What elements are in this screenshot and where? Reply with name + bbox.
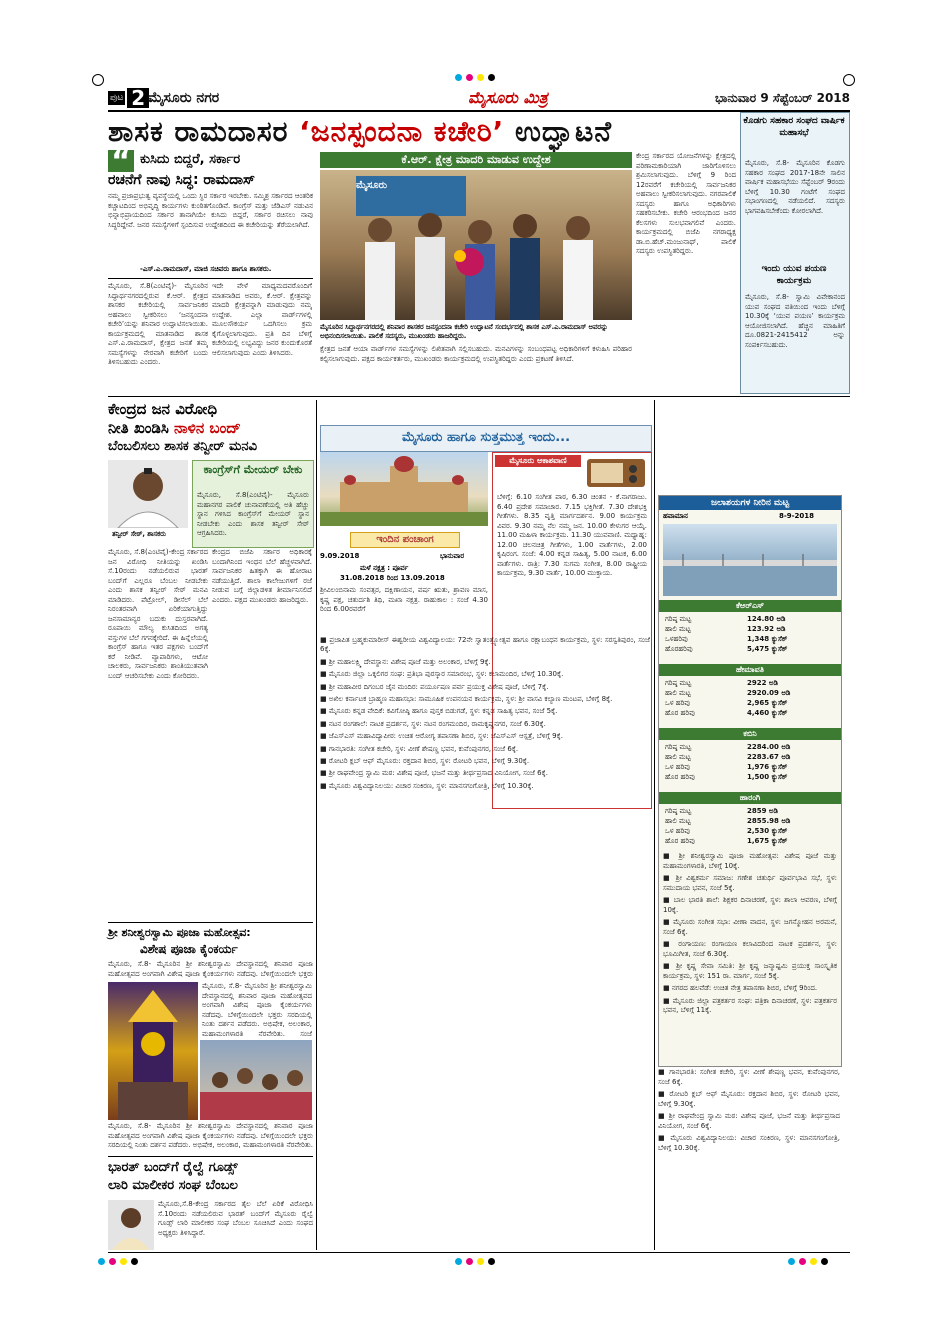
- dam-row: [665, 678, 835, 688]
- subhead-line2: ರಚನೆಗೆ ನಾವು ಸಿದ್ಧ: ರಾಮದಾಸ್: [108, 172, 256, 188]
- dam-row-value: 1,675 ಕ್ಯುಸೆಕ್: [747, 837, 788, 845]
- dam-row-label: ಹಾಲಿ ಮಟ್ಟ: [665, 817, 691, 825]
- reservoir-events: [663, 852, 837, 1062]
- bandh-headline-1: ಕೇಂದ್ರದ ಜನ ವಿರೋಧಿ: [108, 400, 218, 418]
- dam-row-value: 2855.98 ಅಡಿ: [747, 817, 791, 825]
- temple-crowd-photo: [200, 1040, 312, 1120]
- temple-headline-2: ವಿಶೇಷ ಪೂಜಾ ಕೈಂಕರ್ಯ: [140, 942, 238, 956]
- list-item: ■ ಗಾನಭಾರತಿ: ಸಂಗೀತ ಕಚೇರಿ, ಸ್ಥಳ: ವೀಣೆ ಶೇಷಣ್ಣ ಭವನ, ಕುವೆಂಪುನಗರ, ಸಂಜೆ 6ಕ್ಕೆ.: [658, 1068, 840, 1086]
- list-item: ■ ಶ್ರೀ ಶನೀಶ್ವರಸ್ವಾಮಿ ಪೂಜಾ ಮಹೋತ್ಸವ: ವಿಶೇಷ ಪೂಜೆ ಮತ್ತು ಮಹಾಮಂಗಳಾರತಿ, ಬೆಳಿಗ್ಗೆ 10ಕ್ಕೆ.: [663, 852, 837, 870]
- radio-title: ಮೈಸೂರು ಆಕಾಶವಾಣಿ: [495, 455, 581, 467]
- issue-date: ಭಾನುವಾರ 9 ಸೆಪ್ಟೆಂಬರ್ 2018: [714, 91, 850, 105]
- dam-row-value: 2920.09 ಅಡಿ: [747, 689, 791, 697]
- dam-row-value: 124.80 ಅಡಿ: [747, 615, 786, 623]
- dam-row: [665, 614, 835, 624]
- list-item: ■ ಶ್ರೀ ಕೃಷ್ಣ ಸೇವಾ ಸಮಿತಿ: ಶ್ರೀ ಕೃಷ್ಣ ಜನ್ಮಾಷ್ಟಮಿ ಪ್ರಯುಕ್ತ ಸಾಂಸ್ಕೃತಿಕ ಕಾರ್ಯಕ್ರಮ, ಸ್ಥಳ: 151 ರಾ. ಮಾರ್ಗ, ಸಂಜೆ 5ಕ್ಕೆ.: [663, 962, 837, 980]
- dam-row-value: 1,976 ಕ್ಯುಸೆಕ್: [747, 763, 788, 771]
- dam-row-label: ಒಳ ಹರಿವು: [665, 763, 690, 771]
- list-item: ■ ಶ್ರೀ ಮಹಾವೀರ ದಿಗಂಬರ ಜೈನ ಮಂದಿರ: ಪರ್ಯೂಷಣ ಪರ್ವ ಪ್ರಯುಕ್ತ ವಿಶೇಷ ಪೂಜೆ, ಬೆಳಿಗ್ಗೆ 7ಕ್ಕೆ.: [320, 682, 549, 691]
- dam-row-value: 2,965 ಕ್ಯುಸೆಕ್: [747, 699, 788, 707]
- dam-name: ಹಾರಂಗಿ: [659, 792, 841, 804]
- person-portrait-icon: [108, 1200, 154, 1250]
- dam-row-label: ಹೊರ ಹರಿವು: [665, 709, 695, 717]
- dam-row-value: 5,475 ಕ್ಯುಸೆಕ್: [747, 645, 788, 653]
- list-item: ■ ಗಾನಭಾರತಿ: ಸಂಗೀತ ಕಚೇರಿ, ಸ್ಥಳ: ವೀಣೆ ಶೇಷಣ್ಣ ಭವನ, ಕುವೆಂಪುನಗರ, ಸಂಜೆ 6ಕ್ಕೆ.: [320, 744, 519, 753]
- list-item: ■ ಮೈಸೂರು ಸಂಗೀತ ಸಭಾ: ವೀಣಾ ವಾದನ, ಸ್ಥಳ: ಜಗನ್ಮೋಹನ ಅರಮನೆ, ಸಂಜೆ 6ಕ್ಕೆ.: [663, 918, 837, 936]
- bandh-body: ಮೈಸೂರು, ಸೆ.8(ಎಂಟಿವೈ)-ಕೇಂದ್ರ ಸರ್ಕಾರದ ಜನ ವಿರೋಧಿ ನೀತಿಯನ್ನು ಖಂಡಿಸಿ ಸೆ.10ರಂದು ನಡೆಯಲಿರುವ ಭಾರತ್ ಬಂದ್‌ಗೆ ಎಲ್ಲರೂ ಬೆಂಬಲ ನೀಡಬೇಕು ಎಂದು ಶಾಸಕ ತನ್ವೀರ್ ಸೇಠ್ ಮನವಿ ಮಾಡಿದರು. ಪೆಟ್ರೋಲ್, ಡೀಸೆಲ್ ಬೆಲೆ ನಿರಂತರವಾಗಿ ಏರಿಕೆಯಾಗುತ್ತಿದ್ದು ಜನಸಾಮಾನ್ಯರ ಬದುಕು ದುಸ್ತರವಾಗಿದೆ. ರೂಪಾಯಿ ಮೌಲ್ಯ ಕುಸಿತದಿಂದ ಅಗತ್ಯ ವಸ್ತುಗಳ ಬೆಲೆ ಗಗನಕ್ಕೇರಿದೆ. ಈ ಹಿನ್ನೆಲೆಯಲ್ಲಿ ಕಾಂಗ್ರೆಸ್ ಹಾಗೂ ಇತರ ಪಕ್ಷಗಳು ಬಂದ್‌ಗೆ ಕರೆ ನೀಡಿವೆ. ವ್ಯಾಪಾರಿಗಳು, ಆಟೋ ಚಾಲಕರು, ಸಾರ್ವಜನಿಕರು ಶಾಂತಿಯುತವಾಗಿ ಬಂದ್ ಆಚರಿಸಬೇಕು ಎಂದು ಕೋರಿದರು.: [108, 548, 208, 680]
- list-item: ■ ರೋಟರಿ ಕ್ಲಬ್ ಆಫ್ ಮೈಸೂರು: ರಕ್ತದಾನ ಶಿಬಿರ, ಸ್ಥಳ: ರೋಟರಿ ಭವನ, ಬೆಳಿಗ್ಗೆ 9.30ಕ್ಕೆ.: [658, 1090, 840, 1108]
- dam-row-value: 2284.00 ಅಡಿ: [747, 743, 791, 751]
- list-item: ■ ಶ್ರೀ ವಿಶ್ವಕರ್ಮ ಸಮಾಜ: ಗಣೇಶ ಚತುರ್ಥಿ ಪೂರ್ವಭಾವಿ ಸಭೆ, ಸ್ಥಳ: ಸಮುದಾಯ ಭವನ, ಸಂಜೆ 5ಕ್ಕೆ.: [663, 874, 837, 892]
- palace-icon: [320, 452, 488, 526]
- today-band: [320, 425, 652, 452]
- quote-rule: [108, 278, 313, 279]
- bandh-body-2: ಕೇಂದ್ರದ ಬಿಜೆಪಿ ಸರ್ಕಾರ ಅಧಿಕಾರಕ್ಕೆ ಬಂದಾಗಿನಿಂದ ಇಂಧನ ಬೆಲೆ ಹೆಚ್ಚಳವಾಗಿದೆ. ಸಾರ್ವಜನಿಕರ ಹಿತಕ್ಕಾಗಿ ಈ ಹೋರಾಟ ನಡೆಯುತ್ತಿದೆ. ಶಾಲಾ ಕಾಲೇಜುಗಳಿಗೆ ರಜೆ ನೀಡುವ ಬಗ್ಗೆ ಜಿಲ್ಲಾಡಳಿತ ತೀರ್ಮಾನಿಸಲಿದೆ ಎಂದರು. ಪಕ್ಷದ ಮುಖಂಡರು ಹಾಜರಿದ್ದರು.: [212, 548, 312, 604]
- dam-row: [665, 836, 835, 846]
- bandh-headline-2a: ನೀತಿ ಖಂಡಿಸಿ: [108, 419, 175, 437]
- photo-band: ಕೆ.ಆರ್. ಕ್ಷೇತ್ರ ಮಾದರಿ ಮಾಡುವ ಉದ್ದೇಶ: [320, 152, 632, 168]
- temple-body-side: ಮೈಸೂರು, ಸೆ.8- ಮೈಸೂರಿನ ಶ್ರೀ ಶನೀಶ್ವರಸ್ವಾಮಿ ದೇವಸ್ಥಾನದಲ್ಲಿ ಶನಿವಾರ ಪೂಜಾ ಮಹೋತ್ಸವದ ಅಂಗವಾಗಿ ವಿಶೇಷ ಪೂಜಾ ಕೈಂಕರ್ಯಗಳು ನಡೆದವು. ಬೆಳಿಗ್ಗೆಯಿಂದಲೇ ಭಕ್ತರು ಸರದಿಯಲ್ಲಿ ನಿಂತು ದರ್ಶನ ಪಡೆದರು. ಅಭಿಷೇಕ, ಅಲಂಕಾರ, ಮಹಾಮಂಗಳಾರತಿ ನೆರವೇರಿತು. ಸಂಜೆ: [202, 982, 312, 1038]
- dam-row-value: 1,348 ಕ್ಯುಸೆಕ್: [747, 635, 788, 643]
- reservoir-date: 8-9-2018: [779, 512, 815, 520]
- color-dots-right: [788, 1258, 828, 1265]
- masthead: ಮೈಸೂರು ಮಿತ್ರ: [468, 88, 548, 107]
- dam-row: [665, 634, 835, 644]
- list-item: ■ ಅಖಿಲ ಕರ್ನಾಟಕ ಬ್ರಾಹ್ಮಣ ಮಹಾಸಭಾ: ಸಾಮೂಹಿಕ ಉಪನಯನ ಕಾರ್ಯಕ್ರಮ, ಸ್ಥಳ: ಶ್ರೀ ವಾಸವಿ ಕಲ್ಯಾಣ ಮಂಟಪ, ಬೆಳಿಗ್ಗೆ 8ಕ್ಕೆ.: [320, 695, 613, 704]
- bandh-headline-3: ಬೆಂಬಲಿಸಲು ಶಾಸಕ ತನ್ವೀರ್ ಮನವಿ: [108, 439, 257, 454]
- dam-row-value: 2922 ಅಡಿ: [747, 679, 778, 687]
- tanveer-caption: ತನ್ವೀರ್ ಸೇಠ್, ಶಾಸಕರು: [112, 530, 166, 538]
- list-item: ■ ಮೈಸೂರು ವಿಶ್ವವಿದ್ಯಾನಿಲಯ: ವಿಚಾರ ಸಂಕಿರಣ, ಸ್ಥಳ: ಮಾನಸಗಂಗೋತ್ರಿ, ಬೆಳಿಗ್ಗೆ 10.30ಕ್ಕೆ.: [658, 1134, 840, 1152]
- page-number: 2: [127, 88, 149, 108]
- list-item: ■ ಶ್ರೀ ರಾಘವೇಂದ್ರ ಸ್ವಾಮಿ ಮಠ: ವಿಶೇಷ ಪೂಜೆ, ಭಜನೆ ಮತ್ತು ತೀರ್ಥಪ್ರಸಾದ ವಿನಿಯೋಗ, ಸಂಜೆ 6ಕ್ಕೆ.: [320, 769, 548, 778]
- dam-row-label: ಹೊರ ಹರಿವು: [665, 773, 695, 781]
- reservoir-title: ಜಲಾಶಯಗಳ ನೀರಿನ ಮಟ್ಟ: [659, 496, 841, 510]
- lorry-body: ಮೈಸೂರು,ಸೆ.8-ಕೇಂದ್ರ ಸರ್ಕಾರದ ತೈಲ ಬೆಲೆ ಏರಿಕೆ ವಿರೋಧಿಸಿ ಸೆ.10ರಂದು ನಡೆಯಲಿರುವ ಭಾರತ್ ಬಂದ್‌ಗೆ ಮೈಸೂರು ರೈಲ್ವೆ ಗೂಡ್ಸ್ ಲಾರಿ ಮಾಲೀಕರ ಸಂಘ ಬೆಂಬಲ ಸೂಚಿಸಿದೆ ಎಂದು ಸಂಘದ ಅಧ್ಯಕ್ಷರು ತಿಳಿಸಿದ್ದಾರೆ.: [158, 1200, 313, 1237]
- lead-bottom-rule: [108, 396, 850, 397]
- lorry-person-photo: [108, 1200, 154, 1250]
- subhead-line1: ಕುಸಿದು ಬಿದ್ದರೆ, ಸರ್ಕಾರ: [140, 152, 241, 167]
- list-item: ■ ಪ್ರಜಾಪಿತ ಬ್ರಹ್ಮಕುಮಾರೀಸ್ ಈಶ್ವರೀಯ ವಿಶ್ವವಿದ್ಯಾಲಯ: 72ನೇ ಸ್ವಾತಂತ್ರ್ಯೋತ್ಸವ ಹಾಗೂ ರಕ್ಷಾಬಂಧನ ಕಾರ್ಯಕ್ರಮ, ಸ್ಥಳ: ಸರಸ್ವತಿಪುರಂ, ಸಂಜೆ 6ಕ್ಕೆ.: [320, 636, 650, 654]
- quote-mark-icon: “: [108, 150, 134, 172]
- temple-headline-1: ಶ್ರೀ ಶನೀಶ್ವರಸ್ವಾಮಿ ಪೂಜಾ ಮಹೋತ್ಸವ:: [108, 926, 251, 939]
- panchanga-box: [320, 452, 488, 632]
- dam-row: [665, 742, 835, 752]
- dam-row-label: ಒಳಹರಿವು: [665, 635, 688, 643]
- person-portrait-icon: [108, 460, 188, 528]
- lead-body-col1: ಮೈಸೂರು, ಸೆ.8(ಎಂಟಿವೈ)- ಮೈಸೂರಿನ ಸಿದ್ಧಾರ್ಥನಗರದಲ್ಲಿರುವ ಕೆ.ಆರ್. ಕ್ಷೇತ್ರದ ಶಾಸಕರ ಕಚೇರಿಯಲ್ಲಿ ಸಾರ್ವಜನಿಕರ ಅಹವಾಲು ಸ್ವೀಕರಿಸಲು ‘ಜನಸ್ಪಂದನಾ ಕಚೇರಿ’ಯನ್ನು ಶನಿವಾರ ಉದ್ಘಾಟಿಸಲಾಯಿತು. ಕಾರ್ಯಕ್ರಮದಲ್ಲಿ ಮಾತನಾಡಿದ ಶಾಸಕ ಎಸ್.ಎ.ರಾಮದಾಸ್, ಕ್ಷೇತ್ರದ ಜನತೆ ತಮ್ಮ ಸಮಸ್ಯೆಗಳನ್ನು ನೇರವಾಗಿ ಕಚೇರಿಗೆ ಬಂದು ತಿಳಿಸಬಹುದು ಎಂದರು.: [108, 282, 208, 366]
- dam-name: ಕೆಆರ್‌ಎಸ್: [659, 600, 841, 612]
- temple-photo: [108, 982, 198, 1120]
- lead-photo: [320, 170, 632, 320]
- column-separator: [316, 400, 317, 1250]
- dam-row-label: ಗರಿಷ್ಠ ಮಟ್ಟ: [665, 807, 692, 815]
- photo-caption: ಮೈಸೂರಿನ ಸಿದ್ಧಾರ್ಥನಗರದಲ್ಲಿ ಶನಿವಾರ ಶಾಸಕರ ಜನಸ್ಪಂದನಾ ಕಚೇರಿ ಉದ್ಘಾಟನೆ ಸಂದರ್ಭದಲ್ಲಿ ಶಾಸಕ ಎಸ್.ಎ.ರಾಮದಾಸ್ ಅವರನ್ನು ಅಭಿನಂದಿಸಲಾಯಿತು. ಪಾಲಿಕೆ ಸದಸ್ಯರು, ಮುಖಂಡರು ಹಾಜರಿದ್ದರು.: [320, 323, 608, 340]
- dam-row-value: 1,500 ಕ್ಯುಸೆಕ್: [747, 773, 788, 781]
- mayor-body: ಮೈಸೂರು, ಸೆ.8(ಎಂಟಿವೈ)- ಮೈಸೂರು ಮಹಾನಗರ ಪಾಲಿಕೆ ಚುನಾವಣೆಯಲ್ಲಿ ಅತಿ ಹೆಚ್ಚು ಸ್ಥಾನ ಗಳಿಸಿದ ಕಾಂಗ್ರೆಸ್‌ಗೆ ಮೇಯರ್ ಸ್ಥಾನ ನೀಡಬೇಕು ಎಂದು ಶಾಸಕ ತನ್ವೀರ್ ಸೇಠ್ ಆಗ್ರಹಿಸಿದರು.: [197, 491, 309, 537]
- list-item: ■ ಶ್ರೀ ರಾಘವೇಂದ್ರ ಸ್ವಾಮಿ ಮಠ: ವಿಶೇಷ ಪೂಜೆ, ಭಜನೆ ಮತ್ತು ತೀರ್ಥಪ್ರಸಾದ ವಿನಿಯೋಗ, ಸಂಜೆ 6ಕ್ಕೆ.: [658, 1112, 840, 1130]
- panchanga-star: ಮಳೆ ನಕ್ಷತ್ರ : ಪೂರ್ವ: [360, 564, 409, 572]
- panchanga-body: ಶ್ರೀವಿಲಂಬಿನಾಮ ಸಂವತ್ಸರ, ದಕ್ಷಿಣಾಯನ, ವರ್ಷ ಋತು, ಶ್ರಾವಣ ಮಾಸ, ಕೃಷ್ಣ ಪಕ್ಷ, ಚತುರ್ದಶಿ ತಿಥಿ, ಮಖಾ ನಕ್ಷತ್ರ. ರಾಹುಕಾಲ : ಸಂಜೆ 4.30 ರಿಂದ 6.00ರವರೆಗೆ: [320, 586, 488, 613]
- dam-row: [665, 708, 835, 718]
- panchanga-day: ಭಾನುವಾರ: [440, 552, 465, 560]
- dam-row-label: ಗರಿಷ್ಠ ಮಟ್ಟ: [665, 679, 692, 687]
- list-item: ■ ಮೈಸೂರು ಜಿಲ್ಲಾ ಪತ್ರಕರ್ತರ ಸಂಘ: ಪತ್ರಿಕಾ ದಿನಾಚರಣೆ, ಸ್ಥಳ: ಪತ್ರಕರ್ತರ ಭವನ, ಬೆಳಿಗ್ಗೆ 11ಕ್ಕೆ.: [663, 996, 837, 1014]
- temple-body-top: ಮೈಸೂರು, ಸೆ.8- ಮೈಸೂರಿನ ಶ್ರೀ ಶನೀಶ್ವರಸ್ವಾಮಿ ದೇವಸ್ಥಾನದಲ್ಲಿ ಶನಿವಾರ ಪೂಜಾ ಮಹೋತ್ಸವದ ಅಂಗವಾಗಿ ವಿಶೇಷ ಪೂಜಾ ಕೈಂಕರ್ಯಗಳು ನಡೆದವು. ಬೆಳಿಗ್ಗೆಯಿಂದಲೇ ಭಕ್ತರು: [108, 960, 313, 978]
- side-body-2: ಮೈಸೂರು, ಸೆ.8- ಸ್ವಾಮಿ ವಿವೇಕಾನಂದ ಯುವ ಸಂಘದ ವತಿಯಿಂದ ಇಂದು ಬೆಳಿಗ್ಗೆ 10.30ಕ್ಕೆ ‘ಯುವ ಪಯಣ’ ಕಾರ್ಯಕ್ರಮ ಆಯೋಜಿಸಲಾಗಿದೆ. ಹೆಚ್ಚಿನ ಮಾಹಿತಿಗೆ ದೂ.0821-2415412 ಅನ್ನು ಸಂಪರ್ಕಿಸಬಹುದು.: [745, 293, 845, 349]
- lorry-rule: [108, 1156, 313, 1157]
- lead-body-col4: ಕೇಂದ್ರ ಸರ್ಕಾರದ ಯೋಜನೆಗಳನ್ನು ಕ್ಷೇತ್ರದಲ್ಲಿ ಪರಿಣಾಮಕಾರಿಯಾಗಿ ಜಾರಿಗೊಳಿಸಲು ಶ್ರಮಿಸಲಾಗುವುದು. ಬೆಳಿಗ್ಗೆ 9 ರಿಂದ 12ರವರೆಗೆ ಕಚೇರಿಯಲ್ಲಿ ಸಾರ್ವಜನಿಕರ ಅಹವಾಲು ಸ್ವೀಕರಿಸಲಾಗುವುದು. ನಗರಪಾಲಿಕೆ ಸದಸ್ಯರು ಹಾಗೂ ಅಧಿಕಾರಿಗಳು ಸಹಕರಿಸಬೇಕು. ಕಚೇರಿ ಆರಂಭದಿಂದ ಜನರ ಕೆಲಸಗಳು ಸುಲಭವಾಗಲಿವೆ ಎಂದರು. ಕಾರ್ಯಕ್ರಮದಲ್ಲಿ ಬಿಜೆಪಿ ನಗರಾಧ್ಯಕ್ಷ ಡಾ.ಬಿ.ಹೆಚ್.ಮಂಜುನಾಥ್, ಪಾಲಿಕೆ ಸದಸ್ಯರು ಉಪಸ್ಥಿತರಿದ್ದರು.: [636, 152, 736, 255]
- crowd-icon: [200, 1040, 312, 1120]
- bandh-headline-2: [108, 419, 313, 437]
- photo-sign-text: ಮೈಸೂರು: [356, 180, 388, 191]
- panchanga-date: 9.09.2018: [320, 552, 360, 560]
- dam-row-label: ಹಾಲಿ ಮಟ್ಟ: [665, 689, 691, 697]
- page-number-box: [108, 88, 149, 108]
- dam-row-value: 4,460 ಕ್ಯುಸೆಕ್: [747, 709, 788, 717]
- temple-body-bottom: ಮೈಸೂರು, ಸೆ.8- ಮೈಸೂರಿನ ಶ್ರೀ ಶನೀಶ್ವರಸ್ವಾಮಿ ದೇವಸ್ಥಾನದಲ್ಲಿ ಶನಿವಾರ ಪೂಜಾ ಮಹೋತ್ಸವದ ಅಂಗವಾಗಿ ವಿಶೇಷ ಪೂಜಾ ಕೈಂಕರ್ಯಗಳು ನಡೆದವು. ಬೆಳಿಗ್ಗೆಯಿಂದಲೇ ಭಕ್ತರು ಸರದಿಯಲ್ಲಿ ನಿಂತು ದರ್ಶನ ಪಡೆದರು. ಅಭಿಷೇಕ, ಅಲಂಕಾರ, ಮಹಾಮಂಗಳಾರತಿ ನೆರವೇರಿತು.: [108, 1122, 313, 1149]
- list-item: ■ ಬಾಲ ಭಾರತಿ ಶಾಲೆ: ಶಿಕ್ಷಕರ ದಿನಾಚರಣೆ, ಸ್ಥಳ: ಶಾಲಾ ಆವರಣ, ಬೆಳಿಗ್ಗೆ 10ಕ್ಕೆ.: [663, 896, 837, 914]
- dam-row-label: ಹೊರಹರಿವು: [665, 645, 693, 653]
- today-events-list: [320, 636, 650, 1251]
- dam-row-label: ಗರಿಷ್ಠ ಮಟ್ಟ: [665, 743, 692, 751]
- panchanga-title: ಇಂದಿನ ಪಂಚಾಂಗ: [350, 532, 460, 548]
- page-header: [108, 88, 850, 110]
- dam-row: [665, 762, 835, 772]
- reservoir-levels-box: [658, 495, 842, 1067]
- side-news-box: [740, 112, 850, 394]
- list-item: ■ ರೋಟರಿ ಕ್ಲಬ್ ಆಫ್ ಮೈಸೂರು: ರಕ್ತದಾನ ಶಿಬಿರ, ಸ್ಥಳ: ರೋಟರಿ ಭವನ, ಬೆಳಿಗ್ಗೆ 9.30ಕ್ಕೆ.: [320, 757, 530, 766]
- list-item: ■ ನಗರದ ಹಲವೆಡೆ: ಉಚಿತ ನೇತ್ರ ತಪಾಸಣಾ ಶಿಬಿರ, ಬೆಳಿಗ್ಗೆ 9ರಿಂದ.: [663, 984, 818, 992]
- dam-row: [665, 752, 835, 762]
- tanveer-photo: [108, 460, 188, 528]
- list-item: ■ ಮೈಸೂರು ವಿಶ್ವವಿದ್ಯಾನಿಲಯ: ವಿಚಾರ ಸಂಕಿರಣ, ಸ್ಥಳ: ಮಾನಸಗಂಗೋತ್ರಿ, ಬೆಳಿಗ್ಗೆ 10.30ಕ್ಕೆ.: [320, 781, 534, 790]
- reservoir-place: ಹವಾಮಾನ: [663, 512, 688, 520]
- dam-name: ಹೇಮಾವತಿ: [659, 664, 841, 676]
- dam-row-value: 2859 ಅಡಿ: [747, 807, 778, 815]
- dam-row-value: 2,530 ಕ್ಯುಸೆಕ್: [747, 827, 788, 835]
- dam-name: ಕಬಿನಿ: [659, 728, 841, 740]
- dam-row: [665, 644, 835, 654]
- dam-row: [665, 624, 835, 634]
- lead-body-col2: ಇದೇ ವೇಳೆ ಮಾಧ್ಯಮದವರೊಂದಿಗೆ ಮಾತನಾಡಿದ ಅವರು, ಕೆ.ಆರ್. ಕ್ಷೇತ್ರವನ್ನು ಮಾದರಿ ಕ್ಷೇತ್ರವನ್ನಾಗಿ ಮಾಡುವುದು ನಮ್ಮ ಉದ್ದೇಶ. ಎಲ್ಲಾ ವಾರ್ಡ್‌ಗಳಲ್ಲಿ ಮೂಲಸೌಕರ್ಯ ಒದಗಿಸಲು ಕ್ರಮ ಕೈಗೊಳ್ಳಲಾಗುವುದು. ಪ್ರತಿ ದಿನ ಬೆಳಿಗ್ಗೆ ಕಚೇರಿಯಲ್ಲಿ ಲಭ್ಯವಿದ್ದು ಜನರ ಕುಂದುಕೊರತೆ ಆಲಿಸಲಾಗುವುದು ಎಂದು ತಿಳಿಸಿದರು.: [212, 282, 312, 357]
- list-item: ■ ರಂಗಾಯಣ: ರಂಗಾಯಣ ಕಲಾವಿದರಿಂದ ನಾಟಕ ಪ್ರದರ್ಶನ, ಸ್ಥಳ: ಭೂಮಿಗೀತ, ಸಂಜೆ 6.30ಕ್ಕೆ.: [663, 940, 837, 958]
- today-band-title: ಮೈಸೂರು ಹಾಗೂ ಸುತ್ತಮುತ್ತ ಇಂದು...: [401, 430, 571, 445]
- bandh-headline-2b: ನಾಳಿನ ಬಂದ್: [174, 419, 241, 437]
- dam-row-label: ಗರಿಷ್ಠ ಮಟ್ಟ: [665, 615, 692, 623]
- mayor-title: ಕಾಂಗ್ರೆಸ್‌ಗೆ ಮೇಯರ್ ಬೇಕು: [203, 463, 303, 476]
- side-body-1: ಮೈಸೂರು, ಸೆ.8- ಮೈಸೂರಿನ ಕೊಡಗು ಸಹಕಾರ ಸಂಘದ 2017-18ನೇ ಸಾಲಿನ ವಾರ್ಷಿಕ ಮಹಾಸಭೆಯು ಸೆಪ್ಟೆಂಬರ್ 9ರಂದು ಬೆಳಿಗ್ಗೆ 10.30 ಗಂಟೆಗೆ ಸಂಘದ ಸಭಾಂಗಣದಲ್ಲಿ ನಡೆಯಲಿದೆ. ಸದಸ್ಯರು ಭಾಗವಹಿಸಬೇಕೆಂದು ಕೋರಲಾಗಿದೆ.: [745, 159, 845, 215]
- list-item: ■ ಮೈಸೂರು ಕನ್ನಡ ವೇದಿಕೆ: ಕವಿಗೋಷ್ಠಿ ಹಾಗೂ ಪುಸ್ತಕ ಬಿಡುಗಡೆ, ಸ್ಥಳ: ಕನ್ನಡ ಸಾಹಿತ್ಯ ಭವನ, ಸಂಜೆ 5ಕ್ಕೆ.: [320, 707, 558, 716]
- color-dots-center: [455, 1258, 495, 1265]
- side-title-1: ಕೊಡಗು ಸಹಕಾರ ಸಂಘದ ವಾರ್ಷಿಕ ಮಹಾಸಭೆ: [743, 116, 845, 138]
- radio-body: ಬೆಳಿಗ್ಗೆ: 6.10 ಸಂಗೀತ ಪಾಠ, 6.30 ಚಿಂತನ - ಕೆ.ನಾಗರಾಜು. 6.40 ಪ್ರದೇಶ ಸಮಾಚಾರ. 7.15 ಭಕ್ತಿಗೀತೆ. 7.30 ದೇಶಭಕ್ತಿ ಗೀತೆಗಳು. 8.35 ವೃತ್ತಿ ಮಾರ್ಗದರ್ಶನ. 9.00 ಕಾರ್ಯಕ್ರಮ ವಿವರ. 9.30 ನಮ್ಮ ನೆಲ ನಮ್ಮ ಜನ. 10.00 ಕೇಳುಗರ ಆಯ್ಕೆ. 11.00 ಮಹಿಳಾ ಕಾರ್ಯಕ್ರಮ. 11.30 ಯುವವಾಣಿ. ಮಧ್ಯಾಹ್ನ: 12.00 ಚಲನಚಿತ್ರ ಗೀತೆಗಳು, 1.00 ವಾರ್ತೆಗಳು, 2.00 ಕೃಷಿರಂಗ. ಸಂಜೆ: 4.00 ಕನ್ನಡ ಸಾಹಿತ್ಯ, 5.00 ನಾಟಕ, 6.00 ವಾರ್ತೆಗಳು. ರಾತ್ರಿ: 7.30 ಸುಗಮ ಸಂಗೀತ, 8.00 ರಾಷ್ಟ್ರೀಯ ಕಾರ್ಯಕ್ರಮ, 9.30 ವಾರ್ತೆ, 10.00 ಮುಕ್ತಾಯ.: [497, 493, 647, 577]
- lorry-headline-2: ಲಾರಿ ಮಾಲೀಕರ ಸಂಘ ಬೆಂಬಲ: [108, 1178, 238, 1193]
- lead-body-col3: ಕ್ಷೇತ್ರದ ಜನತೆ ಆಯಾ ವಾರ್ಡ್‌ಗಳ ಸಮಸ್ಯೆಗಳನ್ನು ಲಿಖಿತವಾಗಿ ಸಲ್ಲಿಸಬಹುದು. ಮನವಿಗಳನ್ನು ಸಂಬಂಧಪಟ್ಟ ಅಧಿಕಾರಿಗಳಿಗೆ ಕಳುಹಿಸಿ ಪರಿಹಾರ ಕಲ್ಪಿಸಲಾಗುವುದು. ಪಕ್ಷದ ಕಾರ್ಯಕರ್ತರು, ಮುಖಂಡರು ಕಾರ್ಯಕ್ರಮದಲ್ಲಿ ಉಪಸ್ಥಿತರಿದ್ದರು ಎಂದು ಪ್ರಕಟಣೆ ತಿಳಿಸಿದೆ.: [320, 345, 632, 363]
- palace-photo: [320, 452, 488, 526]
- quote-text: ನಮ್ಮ ಪ್ರಜಾಪ್ರಭುತ್ವ ವ್ಯವಸ್ಥೆಯಲ್ಲಿ ಒಂದು ಸ್ಥಿರ ಸರ್ಕಾರ ಇರಬೇಕು. ಸಮ್ಮಿಶ್ರ ಸರ್ಕಾರದ ಆಂತರಿಕ ಕಚ್ಚಾಟದಿಂದ ಅಭಿವೃದ್ಧಿ ಕಾರ್ಯಗಳು ಕುಂಠಿತಗೊಂಡಿವೆ. ಕಾಂಗ್ರೆಸ್ ಮತ್ತು ಜೆಡಿಎಸ್ ನಡುವಿನ ಭಿನ್ನಾಭಿಪ್ರಾಯದಿಂದ ಸರ್ಕಾರ ತಾನಾಗಿಯೇ ಕುಸಿದು ಬಿದ್ದರೆ, ಸರ್ಕಾರ ರಚಿಸಲು ನಾವು ಸಿದ್ಧರಿದ್ದೇವೆ. ಜನರ ಸಮಸ್ಯೆಗಳಿಗೆ ಸ್ಪಂದಿಸುವ ಉದ್ದೇಶದಿಂದ ಈ ಕಚೇರಿಯನ್ನು ತೆರೆಯಲಾಗಿದೆ.: [108, 192, 313, 229]
- people-group-icon: [320, 170, 632, 320]
- right-column-continued: [658, 1068, 840, 1250]
- dam-row-label: ಹಾಲಿ ಮಟ್ಟ: [665, 753, 691, 761]
- dam-row-label: ಹೊರ ಹರಿವು: [665, 837, 695, 845]
- column-separator: [654, 400, 655, 1250]
- list-item: ■ ಶ್ರೀ ಮಹಾಲಕ್ಷ್ಮಿ ದೇವಸ್ಥಾನ: ವಿಶೇಷ ಪೂಜೆ ಮತ್ತು ಅಲಂಕಾರ, ಬೆಳಿಗ್ಗೆ 9ಕ್ಕೆ.: [320, 657, 491, 666]
- headline-part1: ಶಾಸಕ ರಾಮದಾಸರ: [108, 115, 300, 148]
- quote-attribution: -ಎಸ್.ಎ.ರಾಮದಾಸ್, ಮಾಜಿ ಸಚಿವರು ಹಾಗೂ ಶಾಸಕರು.: [140, 265, 272, 273]
- list-item: ■ ನಟನ ರಂಗಶಾಲೆ: ನಾಟಕ ಪ್ರದರ್ಶನ, ಸ್ಥಳ: ನಟನ ರಂಗಮಂದಿರ, ರಾಮಕೃಷ್ಣನಗರ, ಸಂಜೆ 6.30ಕ್ಕೆ.: [320, 719, 546, 728]
- headline-quote: ‘ಜನಸ್ಪಂದನಾ ಕಚೇರಿ’: [299, 115, 505, 148]
- dam-row-label: ಒಳ ಹರಿವು: [665, 827, 690, 835]
- dam-row: [665, 698, 835, 708]
- color-dots-top: [455, 74, 495, 81]
- headline-part2: ಉದ್ಘಾಟನೆ: [504, 115, 613, 148]
- temple-deity-icon: [108, 982, 198, 1120]
- mayor-box: [192, 460, 314, 548]
- dam-row: [665, 688, 835, 698]
- dam-row-label: ಒಳ ಹರಿವು: [665, 699, 690, 707]
- lorry-headline-1: ಭಾರತ್ ಬಂದ್‌ಗೆ ರೈಲ್ವೆ ಗೂಡ್ಸ್: [108, 1160, 238, 1175]
- page-label: ಪುಟ: [110, 93, 124, 103]
- dam-row-value: 123.92 ಅಡಿ: [747, 625, 786, 633]
- registration-mark-icon: [843, 74, 855, 86]
- radio-icon: [585, 455, 647, 489]
- side-title-2: ಇಂದು ಯುವ ಪಯಣ ಕಾರ್ಯಕ್ರಮ: [761, 264, 827, 286]
- registration-mark-icon: [92, 74, 104, 86]
- section-title: ಮೈಸೂರು ನಗರ: [148, 90, 220, 106]
- panchanga-range: 31.08.2018 ರಿಂದ 13.09.2018: [340, 574, 445, 582]
- lead-headline: [108, 112, 728, 152]
- dam-row: [665, 772, 835, 782]
- temple-rule: [108, 922, 313, 923]
- footer-rule: [108, 1252, 850, 1253]
- dam-row: [665, 826, 835, 836]
- list-item: ■ ಜೆಎಸ್‌ಎಸ್ ಮಹಾವಿದ್ಯಾಪೀಠ: ಉಚಿತ ಆರೋಗ್ಯ ತಪಾಸಣಾ ಶಿಬಿರ, ಸ್ಥಳ: ಜೆಎಸ್‌ಎಸ್ ಆಸ್ಪತ್ರೆ, ಬೆಳಿಗ್ಗೆ 9ಕ್ಕೆ.: [320, 732, 563, 741]
- dam-row: [665, 816, 835, 826]
- color-dots-left: [98, 1258, 138, 1265]
- dam-photo: [663, 524, 837, 596]
- dam-row-label: ಹಾಲಿ ಮಟ್ಟ: [665, 625, 691, 633]
- dam-row: [665, 806, 835, 816]
- dam-row-value: 2283.67 ಅಡಿ: [747, 753, 791, 761]
- list-item: ■ ಮೈಸೂರು ಜಿಲ್ಲಾ ಒಕ್ಕಲಿಗರ ಸಂಘ: ಪ್ರತಿಭಾ ಪುರಸ್ಕಾರ ಸಮಾರಂಭ, ಸ್ಥಳ: ಕಲಾಮಂದಿರ, ಬೆಳಿಗ್ಗೆ 10.30ಕ್ಕೆ.: [320, 670, 564, 679]
- radio-image: [585, 455, 647, 489]
- dam-icon: [663, 524, 837, 596]
